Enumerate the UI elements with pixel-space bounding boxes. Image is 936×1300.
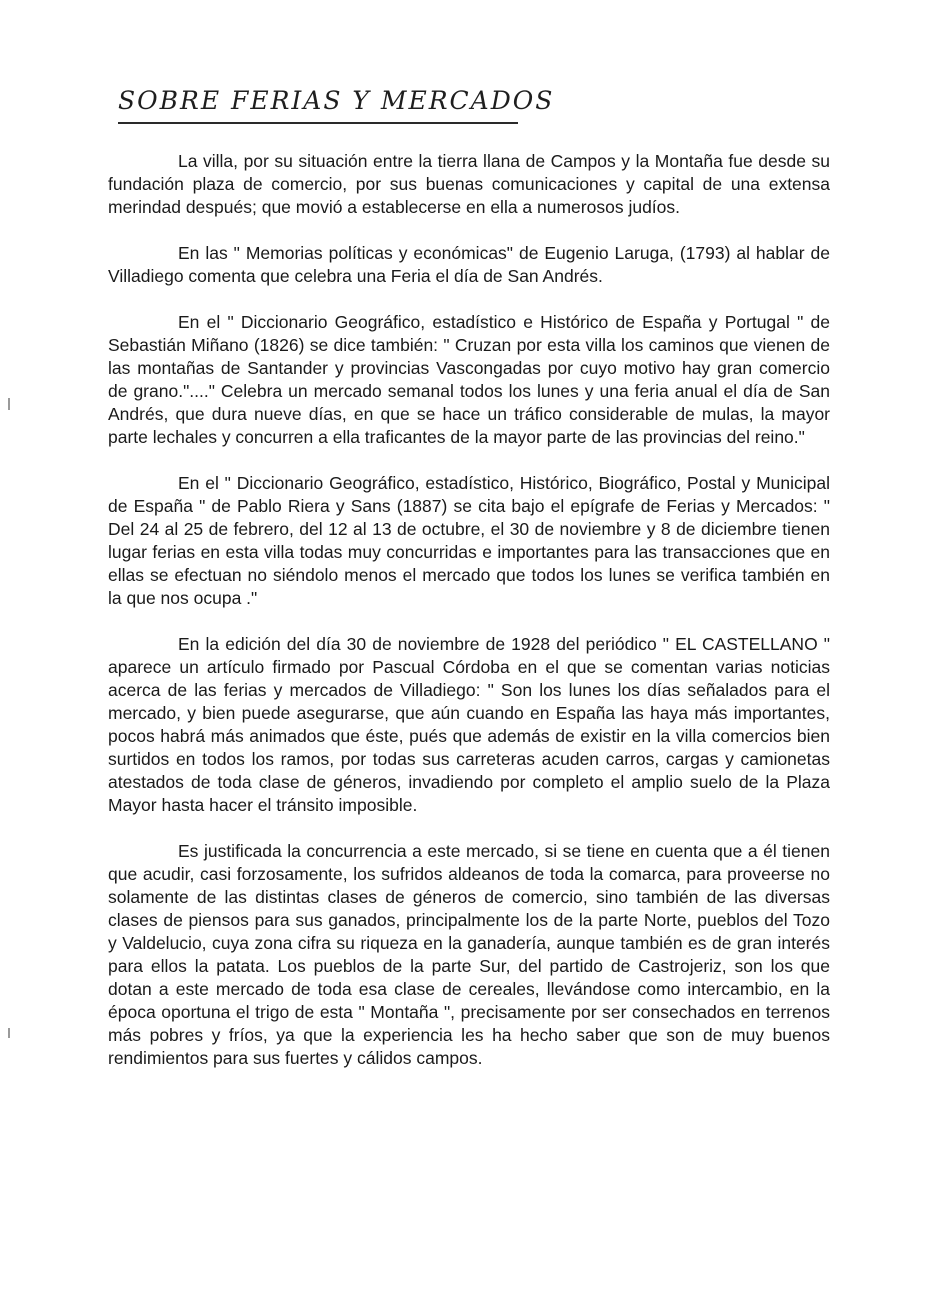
paragraph-concurrencia: Es justificada la concurrencia a este mercado, si se tiene en cuenta que a él tienen que acudir, casi forzosamente, los sufridos aldeanos de toda la comarca, para proveerse no solamente de las distintas clases de géneros de comercio, sino también de las diversas clases de piensos para sus ganados, principalmente los de la parte Norte, pueblos del Tozo y Valdelucio, cuya zona cifra su riqueza en la ganadería, aunque también es de gran interés para ellos la patata. Los pueblos de la parte Sur, del partido de Castrojeriz, son los que dotan a este mercado de toda esa clase de cereales, llevándose como intercambio, en la época oportuna el trigo de esta " Montaña ", precisamente por ser consechados en terrenos más pobres y fríos, ya que la experiencia les ha hecho saber que son de muy buenos rendimientos para sus fuertes y cálidos campos. (108, 841, 830, 1068)
scan-margin-mark (8, 1028, 10, 1038)
paragraph-laruga: En las " Memorias políticas y económicas" de Eugenio Laruga, (1793) al hablar de Villadiego comenta que celebra una Feria el día de San Andrés. (108, 243, 830, 286)
paragraph-minano: En el " Diccionario Geográfico, estadístico e Histórico de España y Portugal " de Sebastián Miñano (1826) se dice también: " Cruzan por esta villa los caminos que vienen de las montañas de Santander y provincias Vascongadas por cuyo motivo hay gran comercio de grano."...." Celebra un mercado semanal todos los lunes y una feria anual el día de San Andrés, que dura nueve días, en que se hace un tráfico considerable de mulas, la mayor parte lechales y concurren a ella traficantes de la mayor parte de las provincias del reino." (108, 312, 830, 447)
title-underline (118, 122, 518, 124)
paragraph-intro: La villa, por su situación entre la tierra llana de Campos y la Montaña fue desde su fundación plaza de comercio, por sus buenas comunicaciones y capital de una extensa merindad después; que movió a establecerse en ella a numerosos judíos. (108, 151, 830, 217)
page-title: SOBRE FERIAS Y MERCADOS (118, 86, 555, 115)
paragraph-castellano: En la edición del día 30 de noviembre de 1928 del periódico " EL CASTELLANO " aparece un artículo firmado por Pascual Córdoba en el que se comentan varias noticias acerca de las ferias y mercados de Villadiego: " Son los lunes los días señalados para el mercado, y bien puede asegurarse, que aún cuando en España las haya más importantes, pocos habrá más animados que éste, pués que además de existir en la villa comercios bien surtidos en todos los ramos, por todas sus carreteras acuden carros, cargas y camionetas atestados de toda clase de géneros, invadiendo por completo el amplio suelo de la Plaza Mayor hasta hacer el tránsito imposible. (108, 634, 830, 815)
scan-margin-mark (8, 398, 10, 410)
article-body (108, 150, 830, 1093)
paragraph-riera: En el " Diccionario Geográfico, estadístico, Histórico, Biográfico, Postal y Municipal de España " de Pablo Riera y Sans (1887) se cita bajo el epígrafe de Ferias y Mercados: " Del 24 al 25 de febrero, del 12 al 13 de octubre, el 30 de noviembre y 8 de diciembre tienen lugar ferias en esta villa todas muy concurridas e importantes para las transacciones que en ellas se efectuan no siéndolo menos el mercado que todos los lunes se verifica también en la que nos ocupa ." (108, 473, 830, 608)
